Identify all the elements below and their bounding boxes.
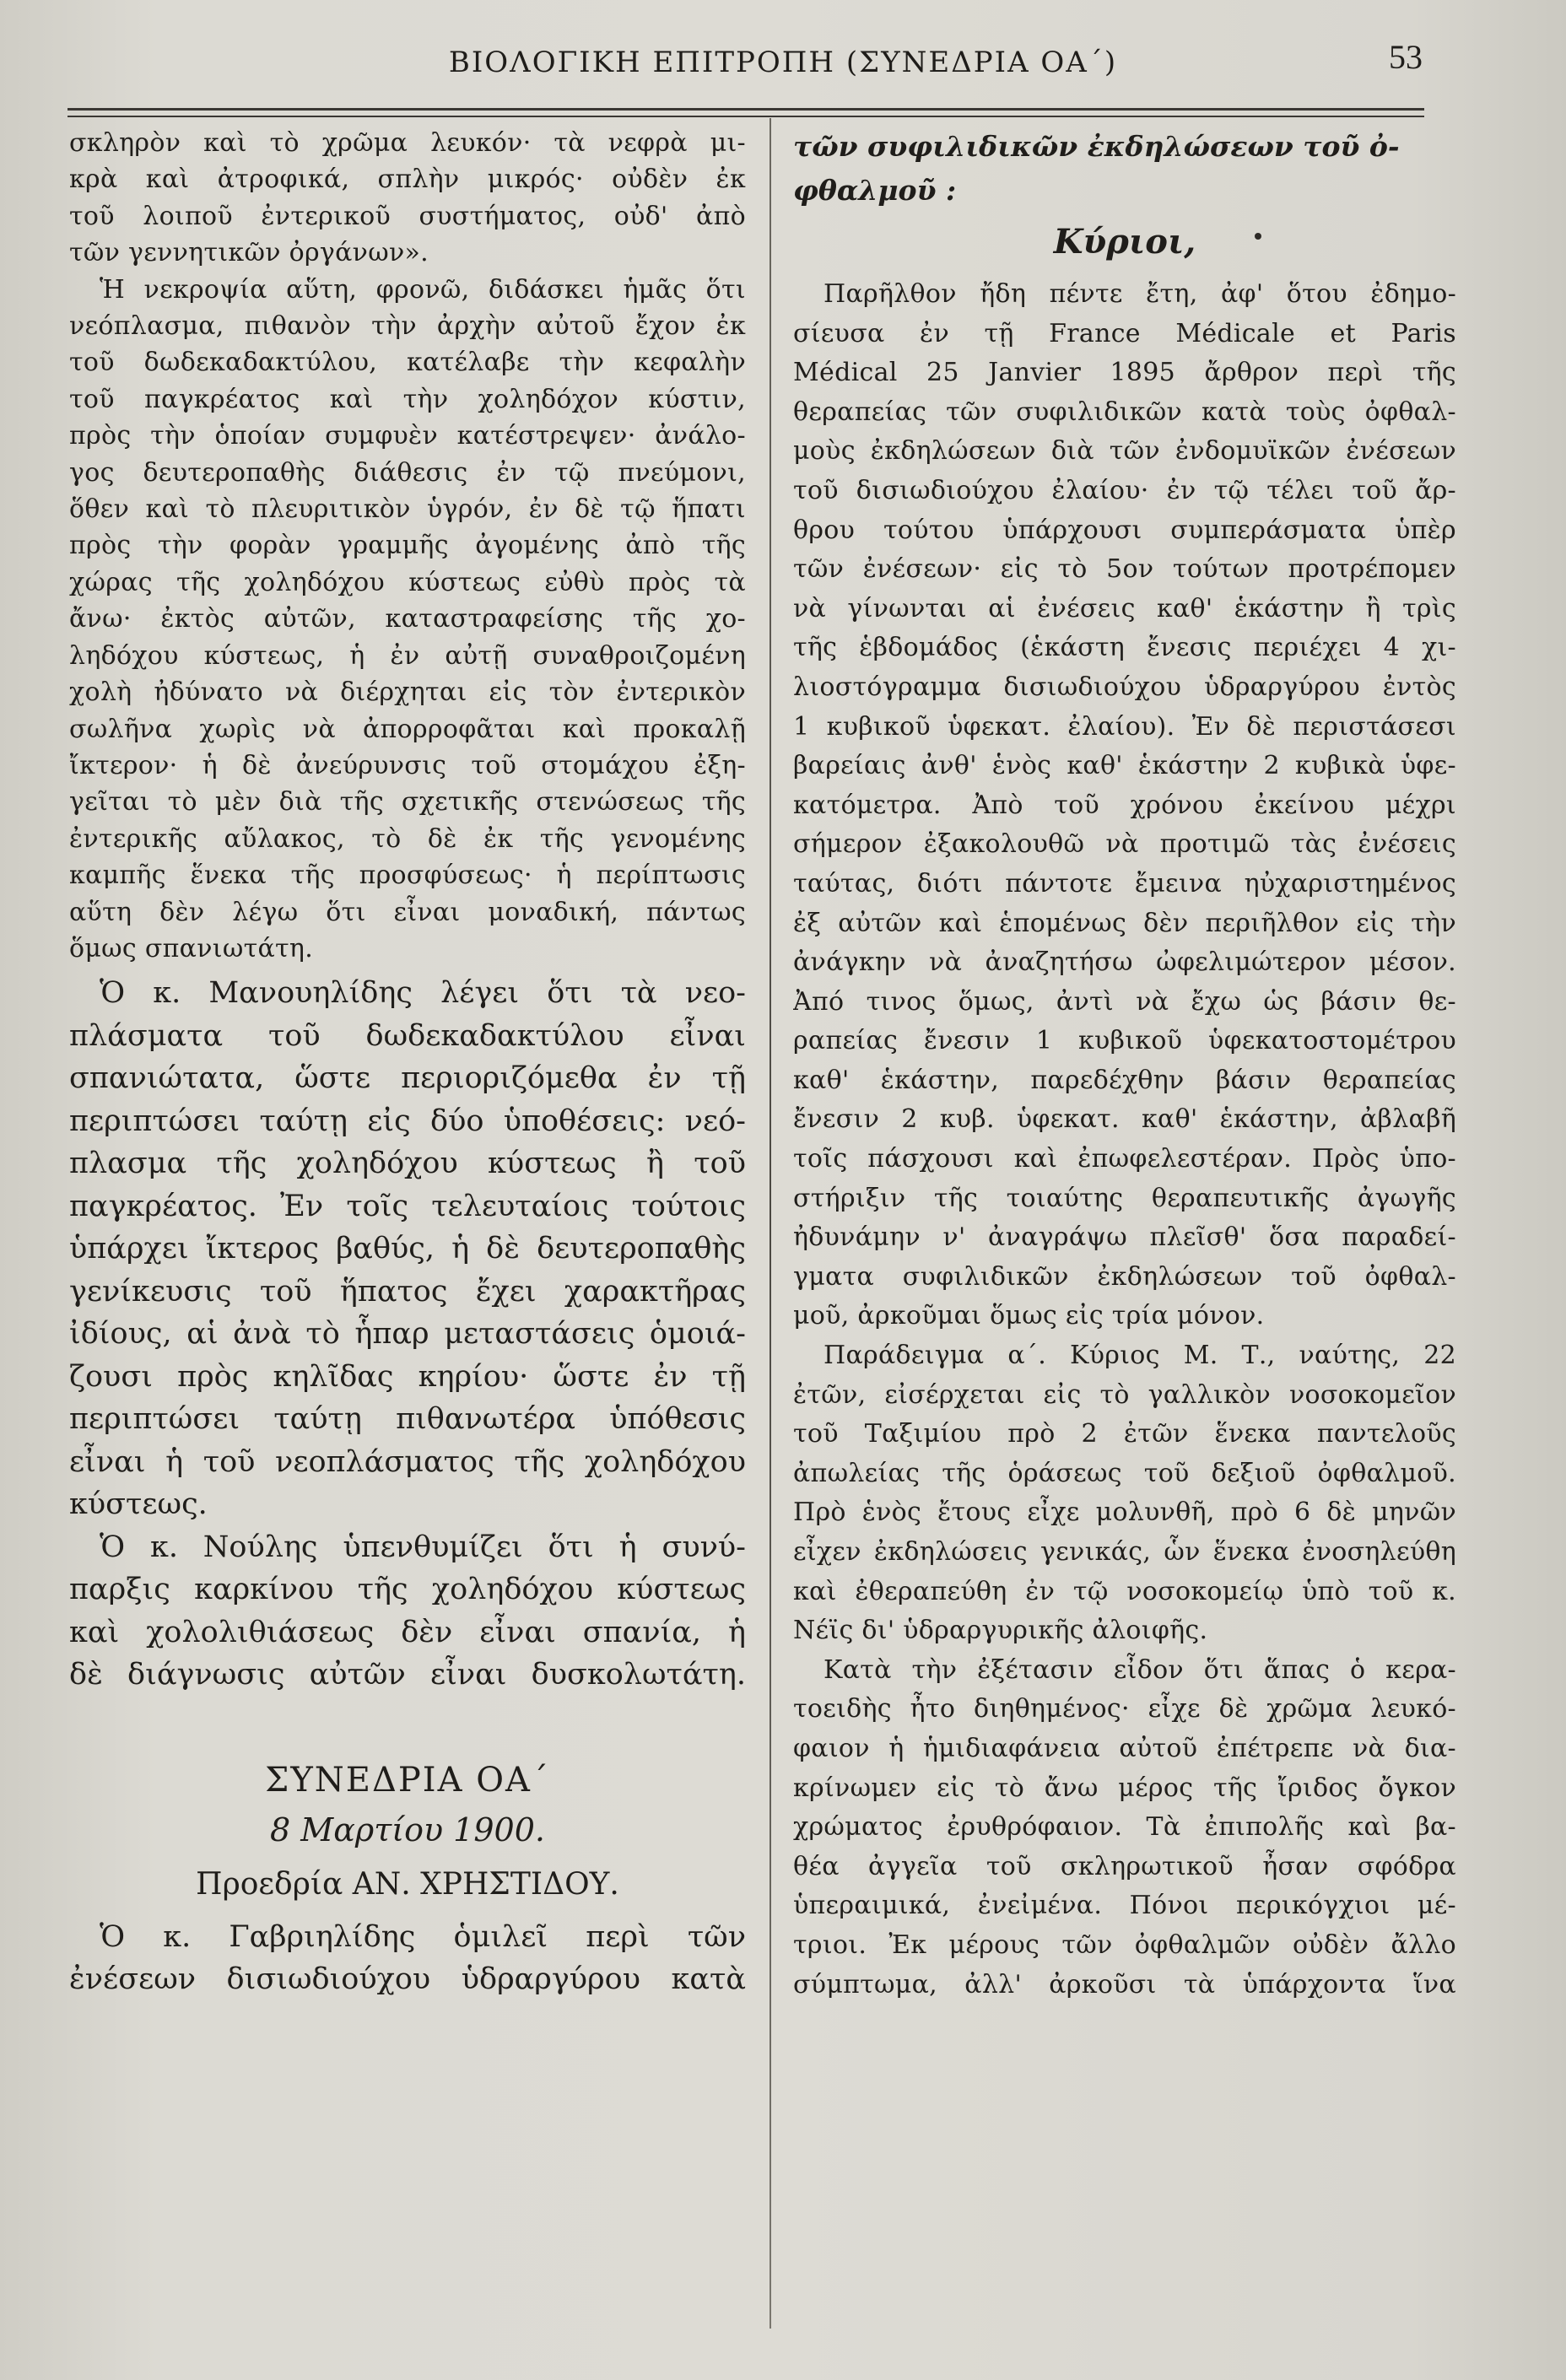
text-line: φαιον ἡ ἡμιδιαφάνεια αὐτοῦ ἐπέτρεπε νὰ δια- — [793, 1733, 1456, 1763]
text-line: λιοστόγραμμα δισιωδιούχου ὑδραργύρου ἐντὸς — [793, 672, 1456, 702]
text-line: μοὺς ἐκδηλώσεων διὰ τῶν ἐνδομυϊκῶν ἐνέσεων — [793, 436, 1456, 467]
text-line: πρὸς τὴν ὁποίαν συμφυὲν κατέστρεψεν· ἀνάλο- — [69, 421, 746, 451]
text-line: σπανιώτατα, ὥστε περιοριζόμεθα ἐν τῇ — [69, 1061, 746, 1096]
text-line: σύμπτωμα, ἀλλ' ἀρκοῦσι τὰ ὑπάρχοντα ἵνα — [793, 1969, 1456, 2000]
text-line: κρίνωμεν εἰς τὸ ἄνω μέρος τῆς ἴριδος ὄγκον — [793, 1773, 1456, 1803]
left-column — [69, 125, 746, 2001]
text-line: Ἡ νεκροψία αὕτη, φρονῶ, διδάσκει ἡμᾶς ὅτι — [100, 274, 746, 305]
text-line: κρὰ καὶ ἀτροφικά, σπλὴν μικρός· οὐδὲν ἐκ — [69, 165, 746, 195]
greeting: Κύριοι, — [1053, 222, 1196, 262]
right-paragraph-examination — [793, 1651, 1456, 2005]
session-date: 8 Μαρτίου 1900. — [270, 1811, 545, 1848]
right-paragraph-intro — [793, 275, 1456, 1336]
text-line: ἐτῶν, εἰσέρχεται εἰς τὸ γαλλικὸν νοσοκομεῖον — [793, 1379, 1456, 1410]
text-line: ἀνάγκην νὰ ἀναζητήσω ὠφελιμώτερον μέσον. — [793, 947, 1456, 978]
text-line: σίευσα ἐν τῇ France Médicale et Paris — [793, 318, 1456, 348]
text-line: κατόμετρα. Ἀπὸ τοῦ χρόνου ἐκείνου μέχρι — [793, 790, 1456, 820]
text-line: ὅθεν καὶ τὸ πλευριτικὸν ὑγρόν, ἐν δὲ τῷ ἥπατι — [69, 494, 746, 525]
running-head — [0, 34, 1566, 84]
text-line: εἶχεν ἐκδηλώσεις γενικάς, ὧν ἕνεκα ἐνοσηλεύθη — [793, 1537, 1456, 1567]
text-line: Πρὸ ἑνὸς ἔτους εἶχε μολυνθῆ, πρὸ 6 δὲ μηνῶν — [793, 1498, 1456, 1528]
text-line: τοῖς πάσχουσι καὶ ἐπωφελεστέραν. Πρὸς ὑπο- — [793, 1144, 1456, 1174]
text-line: πλάσματα τοῦ δωδεκαδακτύλου εἶναι — [69, 1018, 746, 1053]
text-line: μοῦ, ἀρκοῦμαι ὅμως εἰς τρία μόνον. — [793, 1301, 1265, 1331]
text-line: τῆς ἑβδομάδος (ἑκάστη ἔνεσις περιέχει 4 χι- — [793, 633, 1456, 663]
left-paragraph-manouilidis — [69, 972, 746, 1526]
text-line: καὶ ἐθεραπεύθη ἐν τῷ νοσοκομείῳ ὑπὸ τοῦ κ. — [793, 1576, 1456, 1606]
text-line: καμπῆς ἕνεκα τῆς προσφύσεως· ἡ περίπτωσις — [69, 861, 746, 891]
text-line: νὰ γίνωνται αἱ ἐνέσεις καθ' ἑκάστην ἢ τρὶς — [793, 593, 1456, 623]
left-paragraph-noulis — [69, 1526, 746, 1697]
text-line: τῶν ἐνέσεων· εἰς τὸ 5ον τούτων προτρέπομεν — [793, 554, 1456, 585]
text-line: Νέϊς δι' ὑδραργυρικῆς ἀλοιφῆς. — [793, 1616, 1208, 1646]
left-paragraph-gavriilidis — [69, 1916, 746, 2001]
text-line: θέα ἀγγεῖα τοῦ σκληρωτικοῦ ἦσαν σφόδρα — [793, 1851, 1456, 1881]
text-line: στήριξιν τῆς τοιαύτης θεραπευτικῆς ἀγωγῆς — [793, 1183, 1456, 1213]
text-line: γενίκευσις τοῦ ἥπατος ἔχει χαρακτῆρας — [69, 1274, 746, 1309]
text-line: χρώματος ἐρυθρόφαιον. Τὰ ἐπιπολῆς καὶ βα- — [793, 1812, 1456, 1843]
right-heading — [793, 125, 1456, 213]
text-line: ταύτας, διότι πάντοτε ἔμεινα ηὐχαριστημένος — [793, 868, 1456, 899]
text-line: καὶ χολολιθιάσεως δὲν εἶναι σπανία, ἡ — [69, 1615, 746, 1649]
text-line: Παράδειγμα α΄. Κύριος Μ. Τ., ναύτης, 22 — [824, 1341, 1456, 1371]
session-heading — [69, 1757, 746, 1913]
text-line: καθ' ἑκάστην, παρεδέχθην βάσιν θεραπείας — [793, 1065, 1456, 1095]
header-rule-thin — [68, 116, 1424, 117]
text-line: αὕτη δὲν λέγω ὅτι εἶναι μοναδική, πάντως — [69, 897, 746, 927]
text-line: ἰδίους, αἱ ἀνὰ τὸ ἧπαρ μεταστάσεις ὁμοιά- — [69, 1317, 746, 1352]
session-title: ΣΥΝΕΔΡΙΑ ΟΑ΄ — [265, 1760, 550, 1800]
text-line: τριοι. Ἐκ μέρους τῶν ὀφθαλμῶν οὐδὲν ἄλλο — [793, 1929, 1456, 1960]
text-line: περιπτώσει ταύτῃ πιθανωτέρα ὑπόθεσις — [69, 1402, 746, 1437]
text-line: ὑπάρχει ἴκτερος βαθύς, ἡ δὲ δευτεροπαθὴς — [69, 1232, 746, 1266]
text-line: παρξις καρκίνου τῆς χοληδόχου κύστεως — [69, 1573, 746, 1607]
text-line: θρου τούτου ὑπάρχουσι συμπεράσματα ὑπὲρ — [793, 515, 1456, 545]
text-line: τοειδὴς ἦτο διηθημένος· εἶχε δὲ χρῶμα λευκό- — [793, 1694, 1456, 1724]
right-paragraph-example — [793, 1336, 1456, 1651]
text-line: ἠδυνάμην ν' ἀναγράψω πλεῖσθ' ὅσα παραδεί- — [793, 1222, 1456, 1253]
text-line: ὅμως σπανιωτάτη. — [69, 933, 314, 963]
text-line: ληδόχου κύστεως, ἡ ἐν αὐτῇ συναθροιζομένη — [69, 640, 746, 671]
text-line: τῶν γεννητικῶν ὀργάνων». — [69, 238, 429, 268]
page-number: 53 — [1389, 38, 1423, 76]
text-line: Ὁ κ. Γαβριηλίδης ὁμιλεῖ περὶ τῶν — [100, 1919, 746, 1954]
text-line: σωλῆνα χωρὶς νὰ ἀπορροφᾶται καὶ προκαλῇ — [69, 714, 746, 744]
text-line: σήμερον ἐξακολουθῶ νὰ προτιμῶ τὰς ἐνέσεις — [793, 829, 1456, 860]
left-paragraph-autopsy — [69, 125, 746, 967]
text-line: ζουσι πρὸς κηλῖδας κηρίου· ὥστε ἐν τῇ — [69, 1359, 746, 1394]
text-line: περιπτώσει ταύτῃ εἰς δύο ὑποθέσεις: νεό- — [69, 1104, 746, 1138]
text-line: γματα συφιλιδικῶν ἐκδηλώσεων τοῦ ὀφθαλ- — [793, 1261, 1456, 1292]
text-line: παγκρέατος. Ἐν τοῖς τελευταίοις τούτοις — [69, 1189, 746, 1223]
text-line: Ἀπό τινος ὅμως, ἀντὶ νὰ ἔχω ὡς βάσιν θε- — [793, 986, 1456, 1017]
text-line: φθαλμοῦ : — [793, 174, 957, 207]
text-line: τοῦ δωδεκαδακτύλου, κατέλαβε τὴν κεφαλὴν — [69, 348, 746, 378]
text-line: 1 κυβικοῦ ὑφεκατ. ἐλαίου). Ἐν δὲ περιστάσεσι — [793, 711, 1456, 742]
text-line: σκληρὸν καὶ τὸ χρῶμα λευκόν· τὰ νεφρὰ μι- — [69, 128, 746, 158]
text-line: Παρῆλθον ἤδη πέντε ἔτη, ἀφ' ὅτου ἐδημο- — [824, 279, 1456, 309]
text-line: τοῦ δισιωδιούχου ἐλαίου· ἐν τῷ τέλει τοῦ ἄρ- — [793, 475, 1456, 505]
text-line: χολὴ ἠδύνατο νὰ διέρχηται εἰς τὸν ἐντερικὸν — [69, 677, 746, 708]
text-line: ἐντερικῆς αὔλακος, τὸ δὲ ἐκ τῆς γενομένης — [69, 823, 746, 854]
text-line: ἐξ αὐτῶν καὶ ἑπομένως δὲν περιῆλθον εἰς τὴν — [793, 908, 1456, 938]
text-line: κύστεως. — [69, 1487, 208, 1522]
text-line: βαρείαις ἀνθ' ἑνὸς καθ' ἑκάστην 2 κυβικὰ ὑφε- — [793, 751, 1456, 781]
text-line: γος δευτεροπαθὴς διάθεσις ἐν τῷ πνεύμονι, — [69, 457, 746, 488]
text-line: τοῦ παγκρέατος καὶ τὴν χοληδόχον κύστιν, — [69, 384, 746, 414]
text-line: Ὁ κ. Μανουηλίδης λέγει ὅτι τὰ νεο- — [100, 976, 746, 1011]
text-line: τοῦ Ταξιμίου πρὸ 2 ἐτῶν ἕνεκα παντελοῦς — [793, 1419, 1456, 1449]
session-chair: Προεδρία ΑΝ. ΧΡΗΣΤΙΔΟΥ. — [196, 1866, 619, 1902]
text-line: θεραπείας τῶν συφιλιδικῶν κατὰ τοὺς ὀφθαλ- — [793, 397, 1456, 427]
right-column — [793, 125, 1456, 2005]
text-line: ἀπωλείας τῆς ὁράσεως τοῦ δεξιοῦ ὀφθαλμοῦ. — [793, 1458, 1456, 1488]
ink-spot — [1255, 233, 1261, 240]
text-line: ραπείας ἔνεσιν 1 κυβικοῦ ὑφεκατοστομέτρου — [793, 1026, 1456, 1056]
text-line: Κατὰ τὴν ἐξέτασιν εἶδον ὅτι ἅπας ὁ κερα- — [824, 1654, 1456, 1685]
text-line: τοῦ λοιποῦ ἐντερικοῦ συστήματος, οὐδ' ἀπὸ — [69, 201, 746, 231]
text-line: Ὁ κ. Νούλης ὑπενθυμίζει ὅτι ἡ συνύ- — [100, 1530, 746, 1564]
column-divider — [770, 118, 771, 2329]
text-line: πλασμα τῆς χοληδόχου κύστεως ἢ τοῦ — [69, 1147, 746, 1181]
text-line: ἄνω· ἐκτὸς αὐτῶν, καταστραφείσης τῆς χο- — [69, 604, 746, 634]
text-line: πρὸς τὴν φορὰν γραμμῆς ἀγομένης ἀπὸ τῆς — [69, 531, 746, 561]
text-line: χώρας τῆς χοληδόχου κύστεως εὐθὺ πρὸς τὰ — [69, 567, 746, 597]
text-line: ἔνεσιν 2 κυβ. ὑφεκατ. καθ' ἑκάστην, ἀβλαβῆ — [793, 1104, 1456, 1135]
running-title: ΒΙΟΛΟΓΙΚΗ ΕΠΙΤΡΟΠΗ (ΣΥΝΕΔΡΙΑ ΟΑ΄) — [448, 46, 1118, 79]
text-line: νεόπλασμα, πιθανὸν τὴν ἀρχὴν αὐτοῦ ἔχον ἐκ — [69, 311, 746, 342]
text-line: δὲ διάγνωσις αὐτῶν εἶναι δυσκολωτάτη. — [69, 1658, 746, 1692]
text-line: εἶναι ἡ τοῦ νεοπλάσματος τῆς χοληδόχου — [69, 1444, 746, 1479]
text-line: τῶν συφιλιδικῶν ἐκδηλώσεων τοῦ ὀ- — [793, 130, 1400, 163]
text-line: ἴκτερον· ἡ δὲ ἀνεύρυνσις τοῦ στομάχου ἐξη- — [69, 750, 746, 780]
text-line: γεῖται τὸ μὲν διὰ τῆς σχετικῆς στενώσεως τῆς — [69, 787, 746, 818]
text-line: Médical 25 Janvier 1895 ἄρθρον περὶ τῆς — [793, 358, 1456, 388]
text-line: ἐνέσεων δισιωδιούχου ὑδραργύρου κατὰ — [69, 1962, 746, 1997]
header-rule — [68, 108, 1424, 111]
text-line: ὑπεραιμικά, ἐνεἰμένα. Πόνοι περικόγχιοι μέ- — [793, 1891, 1456, 1921]
